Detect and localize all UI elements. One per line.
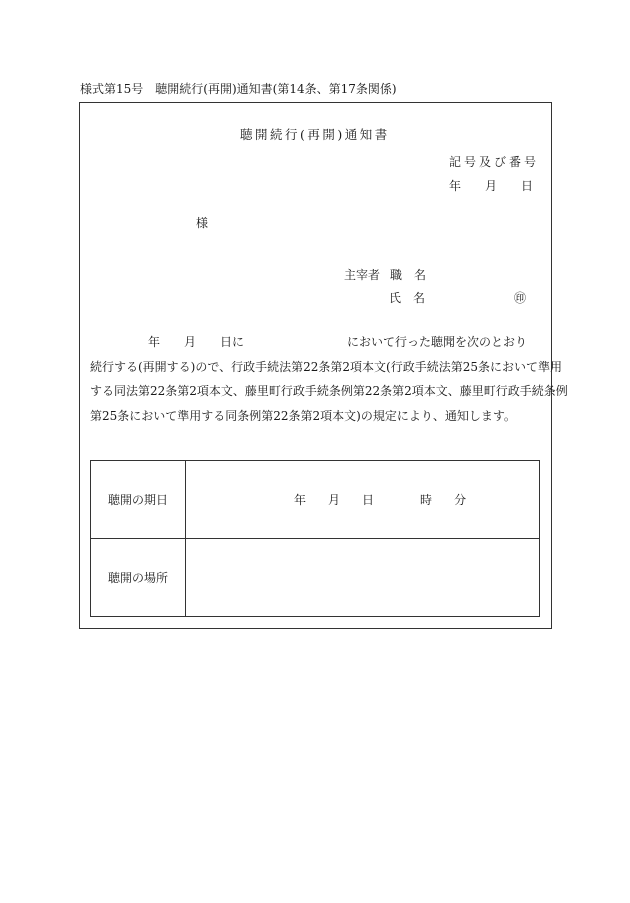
- hearing-place-label: 聴開の場所: [91, 539, 186, 617]
- hearing-date-value: [186, 461, 540, 539]
- body-month: 月: [184, 335, 197, 349]
- hearing-place-value: [186, 539, 540, 617]
- seal-mark: ㊞: [514, 291, 527, 305]
- form-caption: 様式第15号 聴開続行(再開)通知書(第14条、第17条関係): [80, 82, 397, 96]
- issue-date-day: 日: [521, 179, 534, 193]
- issue-date-month: 月: [485, 179, 498, 193]
- body-line-1: [90, 330, 542, 355]
- organizer-block: [344, 266, 438, 283]
- document-title: 聴開続行(再開)通知書: [240, 127, 390, 142]
- organizer-label: 主宰者: [344, 268, 381, 282]
- body-line-1-rest: において行った聴聞を次のとおり: [347, 335, 528, 349]
- table-row: [91, 539, 540, 617]
- body-day: 日に: [220, 335, 245, 349]
- table-row: [91, 461, 540, 539]
- body-line-2: 続行する(再開する)ので、行政手続法第22条第2項本文(行政手続法第25条において準用: [90, 359, 562, 374]
- addressee-suffix: 様: [196, 216, 209, 230]
- hearing-info-table: [90, 460, 540, 617]
- reference-number-label: 記号及び番号: [449, 155, 540, 169]
- hearing-date-label: 聴開の期日: [91, 461, 186, 539]
- name-label: 氏名: [389, 291, 438, 305]
- position-label: 職名: [390, 268, 439, 282]
- issue-date-year: 年: [449, 179, 462, 193]
- body-line-4: 第25条において準用する同条例第22条第2項本文)の規定により、通知します。: [90, 408, 516, 423]
- hearing-hour: 時: [420, 493, 433, 507]
- hearing-day: 日: [362, 493, 375, 507]
- hearing-minute: 分: [454, 493, 467, 507]
- notice-body: [90, 330, 568, 428]
- body-year: 年: [148, 335, 161, 349]
- hearing-month: 月: [328, 493, 341, 507]
- issue-date: [449, 177, 533, 194]
- hearing-year: 年: [294, 493, 307, 507]
- body-line-3: する同法第22条第2項本文、藤里町行政手続条例第22条第2項本文、藤里町行政手続条例: [90, 384, 568, 398]
